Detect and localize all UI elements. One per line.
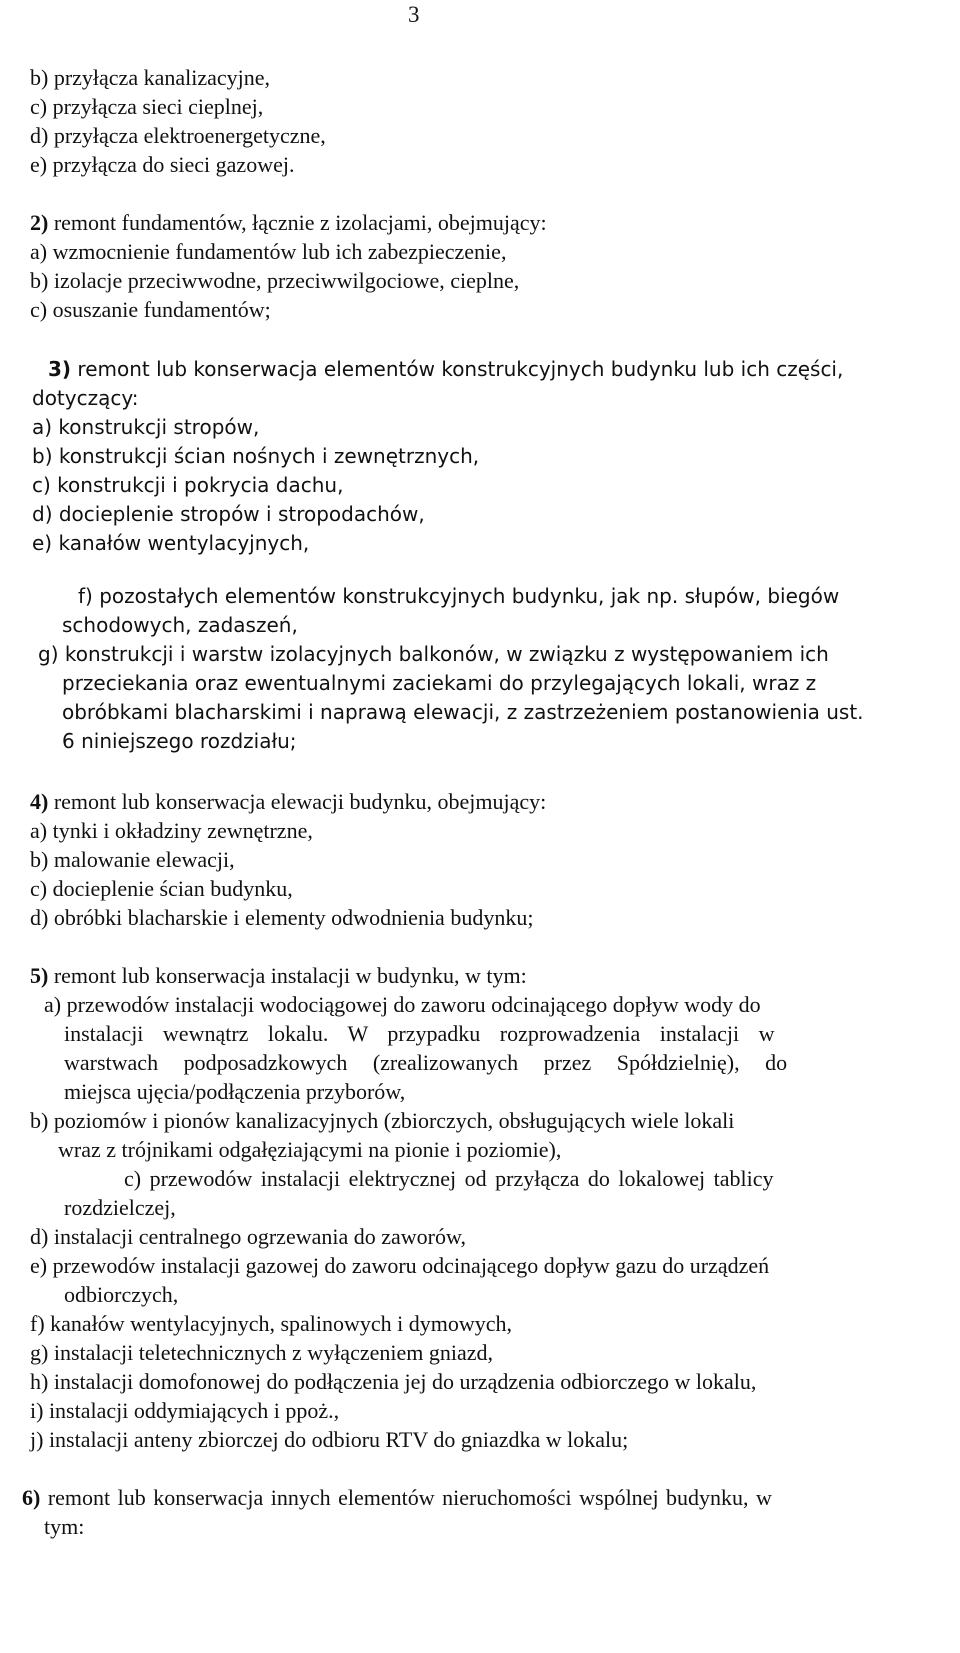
list-item: g) konstrukcji i warstw izolacyjnych balkonów, w związku z występowaniem ich [38,642,829,666]
section-2-heading: 2) remont fundamentów, łącznie z izolacjami, obejmujący: [30,210,547,235]
list-item: g) instalacji teletechnicznych z wyłączeniem gniazd, [30,1340,493,1365]
list-item: a) przewodów instalacji wodociągowej do zaworu odcinającego dopływ wody do [44,992,761,1017]
list-item: a) konstrukcji stropów, [32,415,260,439]
list-item-cont: miejsca ujęcia/podłączenia przyborów, [64,1079,406,1104]
list-item: e) kanałów wentylacyjnych, [32,531,310,555]
list-item-cont: instalacji wewnątrz lokalu. W przypadku rozprowadzenia instalacji w [64,1021,775,1046]
list-item-cont: rozdzielczej, [64,1195,176,1220]
list-item: b) konstrukcji ścian nośnych i zewnętrznych, [32,444,480,468]
list-item: j) instalacji anteny zbiorczej do odbioru RTV do gniazdka w lokalu; [30,1427,629,1452]
list-item: c) przewodów instalacji elektrycznej od przyłącza do lokalowej tablicy [124,1166,774,1191]
list-item: e) przyłącza do sieci gazowej. [30,152,295,177]
section-6-heading-cont: tym: [44,1514,85,1539]
list-item-cont: przeciekania oraz ewentualnymi zaciekami do przylegających lokali, wraz z [62,671,817,695]
section-3-heading-cont: dotyczący: [32,386,139,410]
list-item: d) docieplenie stropów i stropodachów, [32,502,425,526]
list-item: d) obróbki blacharskie i elementy odwodnienia budynku; [30,905,534,930]
section-3-heading: 3) remont lub konserwacja elementów konstrukcyjnych budynku lub ich części, [48,357,844,381]
list-item: d) przyłącza elektroenergetyczne, [30,123,326,148]
list-item: h) instalacji domofonowej do podłączenia jej do urządzenia odbiorczego w lokalu, [30,1369,757,1394]
list-item: d) instalacji centralnego ogrzewania do zaworów, [30,1224,466,1249]
list-item: e) przewodów instalacji gazowej do zaworu odcinającego dopływ gazu do urządzeń [30,1253,770,1278]
list-item: i) instalacji oddymiających i ppoż., [30,1398,340,1423]
list-item: f) pozostałych elementów konstrukcyjnych budynku, jak np. słupów, biegów [78,584,840,608]
list-item: c) przyłącza sieci cieplnej, [30,94,264,119]
list-item-cont: odbiorczych, [64,1282,179,1307]
list-item: c) osuszanie fundamentów; [30,297,271,322]
section-5-heading: 5) remont lub konserwacja instalacji w budynku, w tym: [30,963,527,988]
list-item: b) przyłącza kanalizacyjne, [30,65,271,90]
list-item-cont: schodowych, zadaszeń, [62,613,298,637]
list-item: c) docieplenie ścian budynku, [30,876,293,901]
list-item: a) tynki i okładziny zewnętrzne, [30,818,313,843]
list-item: c) konstrukcji i pokrycia dachu, [32,473,344,497]
section-4-heading: 4) remont lub konserwacja elewacji budynku, obejmujący: [30,789,547,814]
list-item: b) izolacje przeciwwodne, przeciwwilgociowe, cieplne, [30,268,520,293]
list-item: f) kanałów wentylacyjnych, spalinowych i dymowych, [30,1311,513,1336]
list-item-cont: 6 niniejszego rozdziału; [62,729,297,753]
list-item-cont: wraz z trójnikami odgałęziającymi na pionie i poziomie), [58,1137,562,1162]
list-item-cont: warstwach podposadzkowych (zrealizowanych przez Spółdzielnię), do [64,1050,788,1075]
section-6-heading: 6) remont lub konserwacja innych elementów nieruchomości wspólnej budynku, w [22,1485,772,1510]
list-item: b) poziomów i pionów kanalizacyjnych (zbiorczych, obsługujących wiele lokali [30,1108,735,1133]
list-item-cont: obróbkami blacharskimi i naprawą elewacji, z zastrzeżeniem postanowienia ust. [62,700,864,724]
page-number: 3 [408,2,420,27]
list-item: a) wzmocnienie fundamentów lub ich zabezpieczenie, [30,239,507,264]
list-item: b) malowanie elewacji, [30,847,235,872]
